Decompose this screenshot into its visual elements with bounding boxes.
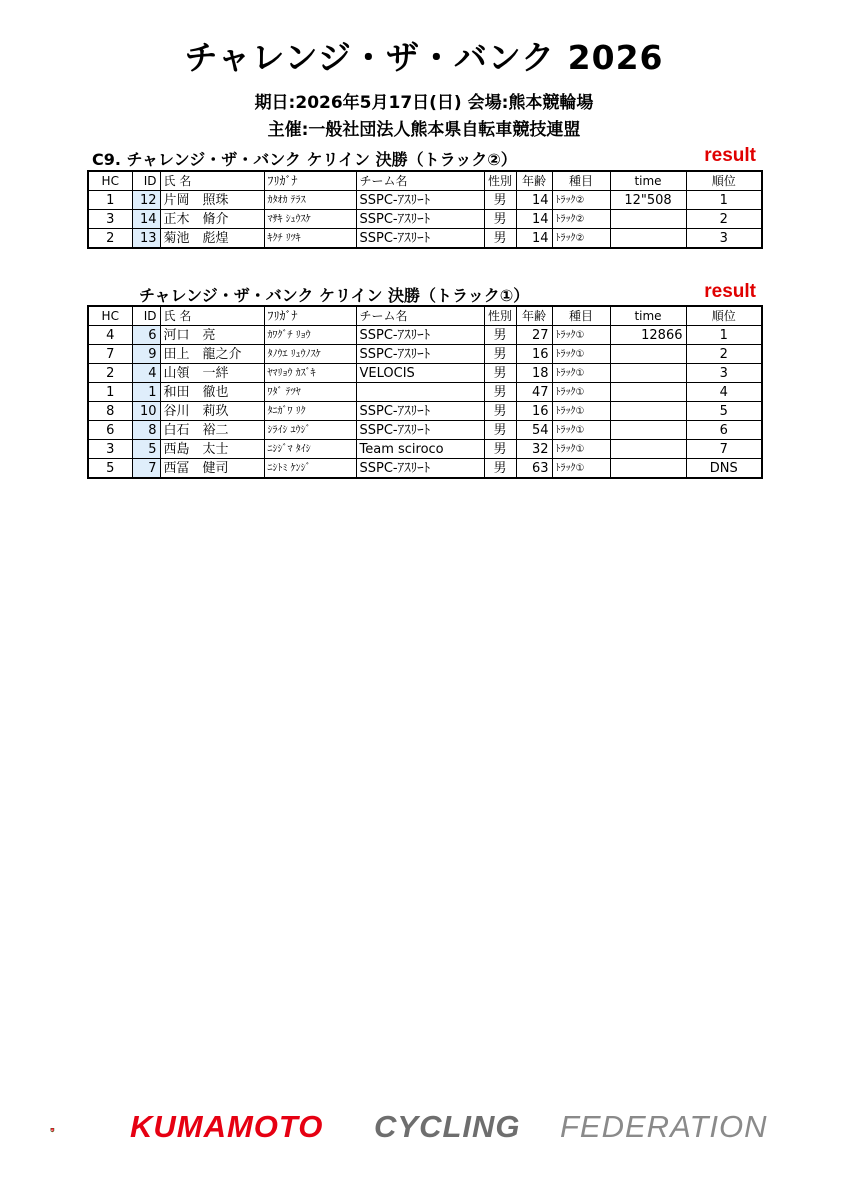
section-title-track2: C9. チャレンジ・ザ・バンク ケリイン 決勝（トラック②） bbox=[92, 150, 517, 169]
cell-time: 12"508 bbox=[610, 191, 686, 210]
cell-rank: DNS bbox=[686, 459, 762, 479]
cell-sex: 男 bbox=[484, 421, 516, 440]
cell-id: 4 bbox=[132, 364, 160, 383]
table-row bbox=[88, 402, 762, 421]
cell-name: 山領 一絆 bbox=[160, 364, 264, 383]
cell-name: 菊池 彪煌 bbox=[160, 229, 264, 249]
cell-event: ﾄﾗｯｸ① bbox=[552, 383, 610, 402]
cell-kana: ﾏｻｷ ｼｭｳｽｹ bbox=[264, 210, 356, 229]
cell-age: 14 bbox=[516, 229, 552, 249]
cell-team bbox=[356, 383, 484, 402]
cell-event: ﾄﾗｯｸ① bbox=[552, 326, 610, 345]
cell-sex: 男 bbox=[484, 326, 516, 345]
cell-time: 12866 bbox=[610, 326, 686, 345]
cell-time bbox=[610, 210, 686, 229]
col-team: チーム名 bbox=[356, 171, 484, 191]
cell-event: ﾄﾗｯｸ① bbox=[552, 440, 610, 459]
cell-kana: ｼﾗｲｼ ﾕｳｼﾞ bbox=[264, 421, 356, 440]
table-row bbox=[88, 210, 762, 229]
cell-event: ﾄﾗｯｸ① bbox=[552, 459, 610, 479]
cell-id: 10 bbox=[132, 402, 160, 421]
cell-rank: 4 bbox=[686, 383, 762, 402]
cell-hc: 5 bbox=[88, 459, 132, 479]
organizer: 主催:一般社団法人熊本県自転車競技連盟 bbox=[267, 120, 581, 140]
cell-name: 和田 徹也 bbox=[160, 383, 264, 402]
cell-team: SSPC-ｱｽﾘｰﾄ bbox=[356, 210, 484, 229]
cell-team: SSPC-ｱｽﾘｰﾄ bbox=[356, 326, 484, 345]
cell-id: 8 bbox=[132, 421, 160, 440]
cell-sex: 男 bbox=[484, 383, 516, 402]
cell-rank: 5 bbox=[686, 402, 762, 421]
logo-kumamoto: KUMAMOTO bbox=[130, 1109, 324, 1144]
col-name: 氏 名 bbox=[160, 171, 264, 191]
cell-id: 7 bbox=[132, 459, 160, 479]
cell-age: 54 bbox=[516, 421, 552, 440]
col-id: ID bbox=[132, 306, 160, 326]
cell-kana: ｷｸﾁ ﾘﾂｷ bbox=[264, 229, 356, 249]
cell-age: 14 bbox=[516, 210, 552, 229]
cell-id: 5 bbox=[132, 440, 160, 459]
cell-rank: 1 bbox=[686, 191, 762, 210]
cell-sex: 男 bbox=[484, 191, 516, 210]
col-sex: 性別 bbox=[484, 306, 516, 326]
cell-rank: 6 bbox=[686, 421, 762, 440]
cell-kana: ｶﾜｸﾞﾁ ﾘｮｳ bbox=[264, 326, 356, 345]
logo-federation: FEDERATION bbox=[560, 1109, 768, 1144]
svg-text:F: F bbox=[52, 1130, 54, 1132]
cell-name: 田上 龍之介 bbox=[160, 345, 264, 364]
cell-age: 16 bbox=[516, 345, 552, 364]
table-row bbox=[88, 345, 762, 364]
svg-text:K: K bbox=[51, 1129, 53, 1132]
cell-rank: 1 bbox=[686, 326, 762, 345]
cell-name: 谷川 莉玖 bbox=[160, 402, 264, 421]
table-row bbox=[88, 326, 762, 345]
kcf-emblem-icon bbox=[50, 1100, 110, 1160]
cell-hc: 7 bbox=[88, 345, 132, 364]
cell-age: 32 bbox=[516, 440, 552, 459]
cell-age: 18 bbox=[516, 364, 552, 383]
cell-id: 13 bbox=[132, 229, 160, 249]
cell-kana: ﾀﾆｶﾞﾜ ﾘｸ bbox=[264, 402, 356, 421]
cell-age: 47 bbox=[516, 383, 552, 402]
col-kana: ﾌﾘｶﾞﾅ bbox=[264, 171, 356, 191]
cell-name: 白石 裕二 bbox=[160, 421, 264, 440]
cell-kana: ﾔﾏﾘｮｳ ｶｽﾞｷ bbox=[264, 364, 356, 383]
cell-hc: 3 bbox=[88, 210, 132, 229]
cell-kana: ﾆｼﾄﾐ ｹﾝｼﾞ bbox=[264, 459, 356, 479]
cell-id: 12 bbox=[132, 191, 160, 210]
cell-kana: ｶﾀｵｶ ﾃﾗｽ bbox=[264, 191, 356, 210]
cell-event: ﾄﾗｯｸ① bbox=[552, 402, 610, 421]
col-sex: 性別 bbox=[484, 171, 516, 191]
cell-rank: 2 bbox=[686, 210, 762, 229]
col-team: チーム名 bbox=[356, 306, 484, 326]
cell-name: 片岡 照珠 bbox=[160, 191, 264, 210]
cell-sex: 男 bbox=[484, 210, 516, 229]
table-row bbox=[88, 364, 762, 383]
col-age: 年齢 bbox=[516, 306, 552, 326]
col-rank: 順位 bbox=[686, 306, 762, 326]
cell-hc: 8 bbox=[88, 402, 132, 421]
cell-team: SSPC-ｱｽﾘｰﾄ bbox=[356, 191, 484, 210]
cell-kana: ﾜﾀﾞ ﾃﾂﾔ bbox=[264, 383, 356, 402]
table-row bbox=[88, 459, 762, 479]
cell-team: Team sciroco bbox=[356, 440, 484, 459]
cell-time bbox=[610, 440, 686, 459]
cell-time bbox=[610, 383, 686, 402]
result-label: result bbox=[704, 145, 756, 166]
cell-id: 9 bbox=[132, 345, 160, 364]
cell-sex: 男 bbox=[484, 440, 516, 459]
cell-rank: 3 bbox=[686, 229, 762, 249]
col-time: time bbox=[610, 306, 686, 326]
cell-event: ﾄﾗｯｸ② bbox=[552, 191, 610, 210]
col-kana: ﾌﾘｶﾞﾅ bbox=[264, 306, 356, 326]
col-id: ID bbox=[132, 171, 160, 191]
logo-cycling: CYCLING bbox=[374, 1109, 521, 1144]
cell-rank: 3 bbox=[686, 364, 762, 383]
col-hc: HC bbox=[88, 306, 132, 326]
cell-id: 14 bbox=[132, 210, 160, 229]
cell-time bbox=[610, 364, 686, 383]
cell-team: SSPC-ｱｽﾘｰﾄ bbox=[356, 229, 484, 249]
cell-name: 正木 脩介 bbox=[160, 210, 264, 229]
table-header-row bbox=[88, 171, 762, 191]
cell-hc: 6 bbox=[88, 421, 132, 440]
table-row bbox=[88, 229, 762, 249]
cell-sex: 男 bbox=[484, 229, 516, 249]
cell-age: 27 bbox=[516, 326, 552, 345]
cell-time bbox=[610, 421, 686, 440]
date-venue: 期日:2026年5月17日(日) 会場:熊本競輪場 bbox=[254, 93, 594, 113]
results-table-track2 bbox=[87, 170, 763, 249]
cell-name: 河口 亮 bbox=[160, 326, 264, 345]
col-hc: HC bbox=[88, 171, 132, 191]
cell-event: ﾄﾗｯｸ② bbox=[552, 210, 610, 229]
cell-team: SSPC-ｱｽﾘｰﾄ bbox=[356, 345, 484, 364]
cell-hc: 1 bbox=[88, 191, 132, 210]
cell-rank: 7 bbox=[686, 440, 762, 459]
cell-team: SSPC-ｱｽﾘｰﾄ bbox=[356, 402, 484, 421]
cell-team: SSPC-ｱｽﾘｰﾄ bbox=[356, 459, 484, 479]
cell-hc: 1 bbox=[88, 383, 132, 402]
cell-id: 1 bbox=[132, 383, 160, 402]
cell-name: 西冨 健司 bbox=[160, 459, 264, 479]
cell-hc: 3 bbox=[88, 440, 132, 459]
cell-rank: 2 bbox=[686, 345, 762, 364]
cell-kana: ﾆｼｼﾞﾏ ﾀｲｼ bbox=[264, 440, 356, 459]
cell-team: SSPC-ｱｽﾘｰﾄ bbox=[356, 421, 484, 440]
cell-team: VELOCIS bbox=[356, 364, 484, 383]
cell-sex: 男 bbox=[484, 402, 516, 421]
cell-hc: 2 bbox=[88, 229, 132, 249]
cell-hc: 4 bbox=[88, 326, 132, 345]
table-row bbox=[88, 383, 762, 402]
cell-time bbox=[610, 345, 686, 364]
cell-sex: 男 bbox=[484, 459, 516, 479]
col-event: 種目 bbox=[552, 306, 610, 326]
cell-time bbox=[610, 402, 686, 421]
col-age: 年齢 bbox=[516, 171, 552, 191]
table-row bbox=[88, 440, 762, 459]
col-event: 種目 bbox=[552, 171, 610, 191]
cell-sex: 男 bbox=[484, 364, 516, 383]
cell-event: ﾄﾗｯｸ① bbox=[552, 421, 610, 440]
cell-time bbox=[610, 229, 686, 249]
table-row bbox=[88, 421, 762, 440]
col-time: time bbox=[610, 171, 686, 191]
section-title-track1: チャレンジ・ザ・バンク ケリイン 決勝（トラック①） bbox=[139, 286, 530, 305]
cell-age: 16 bbox=[516, 402, 552, 421]
cell-event: ﾄﾗｯｸ① bbox=[552, 364, 610, 383]
results-table-track1 bbox=[87, 305, 763, 479]
cell-kana: ﾀﾉｳｴ ﾘｭｳﾉｽｹ bbox=[264, 345, 356, 364]
table-header-row bbox=[88, 306, 762, 326]
page-title: チャレンジ・ザ・バンク 2026 bbox=[184, 38, 664, 77]
cell-event: ﾄﾗｯｸ② bbox=[552, 229, 610, 249]
cell-id: 6 bbox=[132, 326, 160, 345]
cell-sex: 男 bbox=[484, 345, 516, 364]
col-name: 氏 名 bbox=[160, 306, 264, 326]
cell-age: 14 bbox=[516, 191, 552, 210]
cell-time bbox=[610, 459, 686, 479]
cell-name: 西島 太士 bbox=[160, 440, 264, 459]
cell-age: 63 bbox=[516, 459, 552, 479]
result-label: result bbox=[704, 281, 756, 302]
cell-hc: 2 bbox=[88, 364, 132, 383]
cell-event: ﾄﾗｯｸ① bbox=[552, 345, 610, 364]
col-rank: 順位 bbox=[686, 171, 762, 191]
table-row bbox=[88, 191, 762, 210]
